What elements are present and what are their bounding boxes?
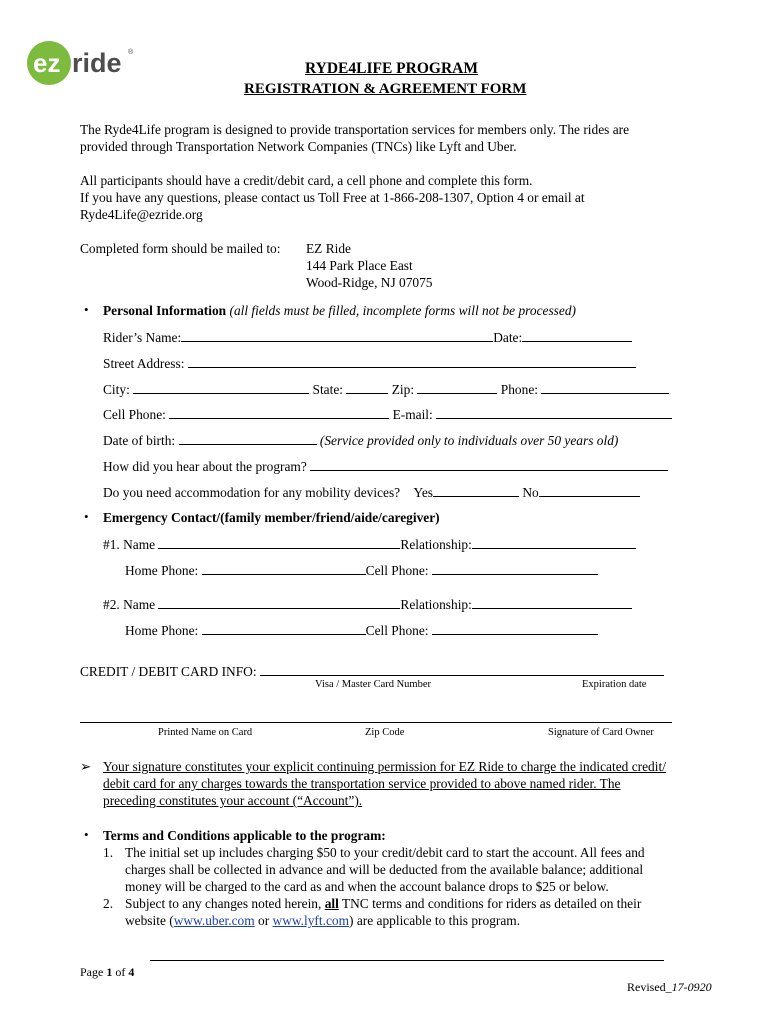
contact1-name-label: #1. Name: [103, 537, 156, 552]
terms-item-1-line-1: The initial set up includes charging $50 to your credit/debit card to start the account. All fees and: [125, 845, 645, 860]
street-field[interactable]: [188, 354, 636, 368]
card-info-label: CREDIT / DEBIT CARD INFO:: [80, 664, 257, 679]
emergency-heading: Emergency Contact/(family member/friend/aide/caregiver): [103, 510, 440, 525]
date-label: Date:: [493, 330, 523, 345]
intro-line-2: provided through Transportation Network Companies (TNCs) like Lyft and Uber.: [80, 139, 517, 154]
terms-item-2-number: 2.: [103, 896, 114, 911]
street-label: Street Address:: [103, 356, 185, 371]
contact1-cell-phone-field[interactable]: [432, 561, 598, 575]
dob-row: [103, 431, 618, 449]
contact1-home-phone-label: Home Phone:: [125, 563, 199, 578]
form-title: RYDE4LIFE PROGRAM: [305, 60, 478, 77]
card-number-field[interactable]: [260, 662, 664, 676]
bullet-icon: •: [84, 827, 89, 842]
card-number-caption: Visa / Master Card Number: [315, 679, 432, 690]
page-number: [80, 965, 134, 980]
dob-note: (Service provided only to individuals over 50 years old): [319, 433, 619, 448]
street-row: [103, 354, 636, 372]
signature-caption: Signature of Card Owner: [548, 727, 654, 738]
contact1-cell-phone-label: Cell Phone:: [365, 563, 429, 578]
card-info-row: [80, 662, 664, 680]
city-label: City:: [103, 382, 130, 397]
cell-phone-label: Cell Phone:: [103, 407, 166, 422]
terms-item-2-all: all: [324, 896, 339, 911]
uber-link[interactable]: www.uber.com: [173, 913, 255, 928]
signature-notice-line-2: debit card for any charges towards the transportation service provided to above named rider. The: [103, 776, 621, 791]
mailing-line-2: 144 Park Place East: [306, 258, 413, 273]
mailing-line-3: Wood-Ridge, NJ 07075: [306, 275, 433, 290]
ezride-logo-mark: [25, 38, 135, 88]
cell-email-row: [103, 405, 672, 423]
phone-field[interactable]: [541, 380, 669, 394]
terms-heading: Terms and Conditions applicable to the program:: [103, 828, 386, 843]
form-subtitle: REGISTRATION & AGREEMENT FORM: [244, 81, 527, 97]
cell-phone-field[interactable]: [169, 405, 389, 419]
personal-info-heading-row: [103, 302, 576, 319]
terms-item-1-line-3: money will be charged to the card as and when the account balance drops to $25 or below.: [125, 879, 609, 894]
contact1-relationship-field[interactable]: [472, 535, 636, 549]
referral-label: How did you hear about the program?: [103, 459, 307, 474]
contact2-name-row: [103, 595, 632, 613]
terms-item-2-line-2: [125, 912, 520, 929]
mobility-yes-field[interactable]: [433, 483, 519, 497]
requirements-line-2: If you have any questions, please contact us Toll Free at 1-866-208-1307, Option 4 or email at: [80, 190, 585, 205]
referral-field[interactable]: [310, 457, 668, 471]
revision-code: 17-0920: [671, 980, 712, 994]
contact2-name-label: #2. Name: [103, 597, 156, 612]
state-label: State:: [312, 382, 344, 397]
contact2-cell-phone-label: Cell Phone:: [365, 623, 429, 638]
logo-text-ride: ride: [72, 48, 122, 78]
intro-line-1: The Ryde4Life program is designed to provide transportation services for members only. The rides are: [80, 122, 630, 137]
page-of: of: [112, 965, 129, 979]
signature-notice-line-3: preceding constitutes your account (“Account”).: [103, 793, 363, 808]
contact2-relationship-field[interactable]: [472, 595, 632, 609]
contact-email: Ryde4Life@ezride.org: [80, 207, 203, 222]
page-total: 4: [128, 965, 135, 979]
date-field[interactable]: [522, 328, 632, 342]
footer-divider: [150, 960, 664, 961]
state-field[interactable]: [346, 380, 388, 394]
contact1-phone-row: [125, 561, 598, 579]
bullet-icon: •: [84, 509, 89, 524]
cardholder-signature-line[interactable]: [80, 722, 672, 723]
contact2-home-phone-field[interactable]: [202, 621, 366, 635]
contact2-cell-phone-field[interactable]: [432, 621, 598, 635]
printed-name-caption: Printed Name on Card: [158, 727, 253, 738]
riders-name-field[interactable]: [181, 328, 493, 342]
page-current: 1: [106, 965, 113, 979]
referral-row: [103, 457, 668, 475]
terms-item-2-line-1: [125, 895, 641, 912]
arrow-bullet-icon: ➢: [80, 759, 92, 774]
terms-item-1-number: 1.: [103, 845, 114, 860]
email-field[interactable]: [436, 405, 672, 419]
mobility-yes-label: Yes: [413, 485, 433, 500]
contact2-phone-row: [125, 621, 598, 639]
zip-label: Zip:: [391, 382, 415, 397]
signature-notice-line-1: Your signature constitutes your explicit continuing permission for EZ Ride to charge the indicated credit/: [103, 759, 666, 774]
contact1-name-field[interactable]: [158, 535, 400, 549]
phone-label: Phone:: [500, 382, 538, 397]
mobility-no-label: No: [522, 485, 539, 500]
terms-item-2-text-pre: Subject to any changes noted herein,: [125, 896, 325, 911]
contact2-home-phone-label: Home Phone:: [125, 623, 199, 638]
revision-prefix: Revised_: [627, 980, 672, 994]
city-field[interactable]: [133, 380, 309, 394]
terms-item-2-text-post: TNC terms and conditions for riders as detailed on their: [338, 896, 642, 911]
mobility-label: Do you need accommodation for any mobility devices?: [103, 485, 401, 500]
riders-name-row: [103, 328, 632, 346]
revision-label: [627, 980, 712, 995]
mobility-no-field[interactable]: [539, 483, 640, 497]
terms-item-2-website-post: ) are applicable to this program.: [349, 913, 521, 928]
personal-info-note: (all fields must be filled, incomplete forms will not be processed): [229, 303, 576, 318]
terms-item-2-website-pre: website (: [125, 913, 174, 928]
mailing-label: Completed form should be mailed to:: [80, 241, 281, 256]
zip-code-caption: Zip Code: [365, 727, 405, 738]
city-row: [103, 380, 669, 398]
page-number-prefix: Page: [80, 965, 107, 979]
contact2-name-field[interactable]: [158, 595, 400, 609]
requirements-line-1: All participants should have a credit/debit card, a cell phone and complete this form.: [80, 173, 533, 188]
expiration-caption: Expiration date: [582, 679, 647, 690]
bullet-icon: •: [84, 302, 89, 317]
dob-label: Date of birth:: [103, 433, 176, 448]
mailing-line-1: EZ Ride: [306, 241, 351, 256]
mobility-row: [103, 483, 640, 501]
ezride-logo: [25, 38, 135, 88]
personal-info-heading: Personal Information: [103, 303, 227, 318]
lyft-link[interactable]: www.lyft.com: [272, 913, 350, 928]
logo-text-ez: ez: [33, 48, 61, 78]
zip-field[interactable]: [417, 380, 497, 394]
contact1-relationship-label: Relationship:: [400, 537, 472, 552]
dob-field[interactable]: [179, 431, 317, 445]
logo-registered-mark: ®: [128, 49, 134, 56]
contact1-name-row: [103, 535, 636, 553]
contact1-home-phone-field[interactable]: [202, 561, 366, 575]
contact2-relationship-label: Relationship:: [400, 597, 472, 612]
terms-item-1-line-2: charges shall be collected in advance and will be deducted from the available balance; additional: [125, 862, 644, 877]
riders-name-label: Rider’s Name:: [103, 330, 182, 345]
terms-item-2-or: or: [254, 913, 273, 928]
email-label: E-mail:: [392, 407, 433, 422]
